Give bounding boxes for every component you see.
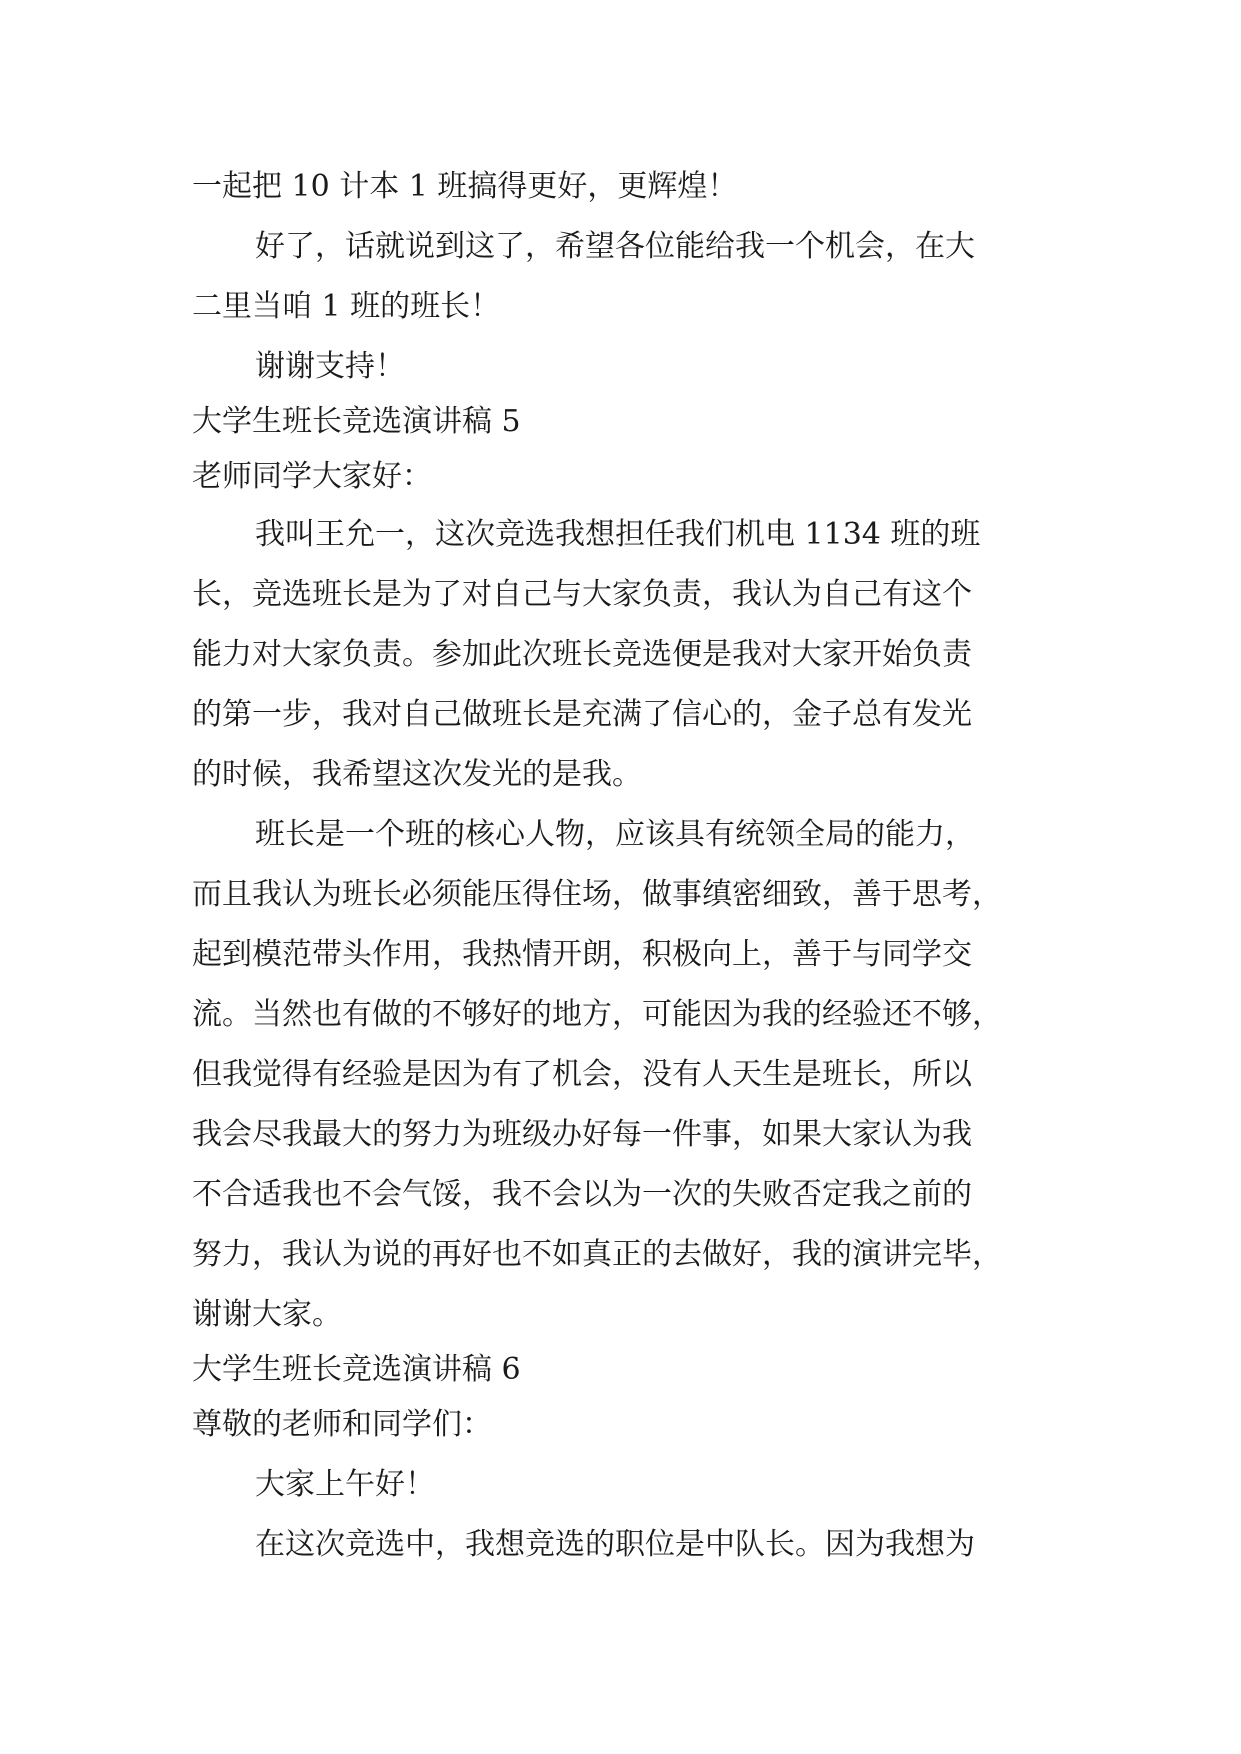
paragraph-line: 流。当然也有做的不够好的地方，可能因为我的经验还不够，: [192, 997, 1002, 1032]
paragraph-line: 大家上午好！: [255, 1467, 435, 1502]
paragraph-line: 一起把 10 计本 1 班搞得更好，更辉煌！: [192, 169, 738, 204]
paragraph-line: 而且我认为班长必须能压得住场，做事缜密细致，善于思考，: [192, 877, 1002, 912]
salutation: 尊敬的老师和同学们：: [192, 1407, 492, 1442]
paragraph-line: 我叫王允一，这次竞选我想担任我们机电 1134 班的班: [255, 517, 981, 552]
paragraph-line: 好了，话就说到这了，希望各位能给我一个机会，在大: [255, 229, 975, 264]
paragraph-line: 起到模范带头作用，我热情开朗，积极向上，善于与同学交: [192, 937, 972, 972]
salutation: 老师同学大家好：: [192, 459, 432, 494]
paragraph-line: 班长是一个班的核心人物，应该具有统领全局的能力，: [255, 817, 975, 852]
paragraph-line: 的第一步，我对自己做班长是充满了信心的，金子总有发光: [192, 697, 972, 732]
paragraph-line: 但我觉得有经验是因为有了机会，没有人天生是班长，所以: [192, 1057, 972, 1092]
paragraph-line: 谢谢大家。: [192, 1297, 342, 1332]
paragraph-line: 二里当咱 1 班的班长！: [192, 289, 501, 324]
paragraph-line: 的时候，我希望这次发光的是我。: [192, 757, 642, 792]
section-heading: 大学生班长竞选演讲稿 5: [192, 404, 521, 439]
section-heading: 大学生班长竞选演讲稿 6: [192, 1352, 521, 1387]
paragraph-line: 长，竞选班长是为了对自己与大家负责，我认为自己有这个: [192, 577, 972, 612]
paragraph-line: 不合适我也不会气馁，我不会以为一次的失败否定我之前的: [192, 1177, 972, 1212]
paragraph-line: 努力，我认为说的再好也不如真正的去做好，我的演讲完毕，: [192, 1237, 1002, 1272]
paragraph-line: 我会尽我最大的努力为班级办好每一件事，如果大家认为我: [192, 1117, 972, 1152]
paragraph-line: 能力对大家负责。参加此次班长竞选便是我对大家开始负责: [192, 637, 972, 672]
paragraph-line: 谢谢支持！: [255, 349, 405, 384]
paragraph-line: 在这次竞选中，我想竞选的职位是中队长。因为我想为: [255, 1527, 975, 1562]
